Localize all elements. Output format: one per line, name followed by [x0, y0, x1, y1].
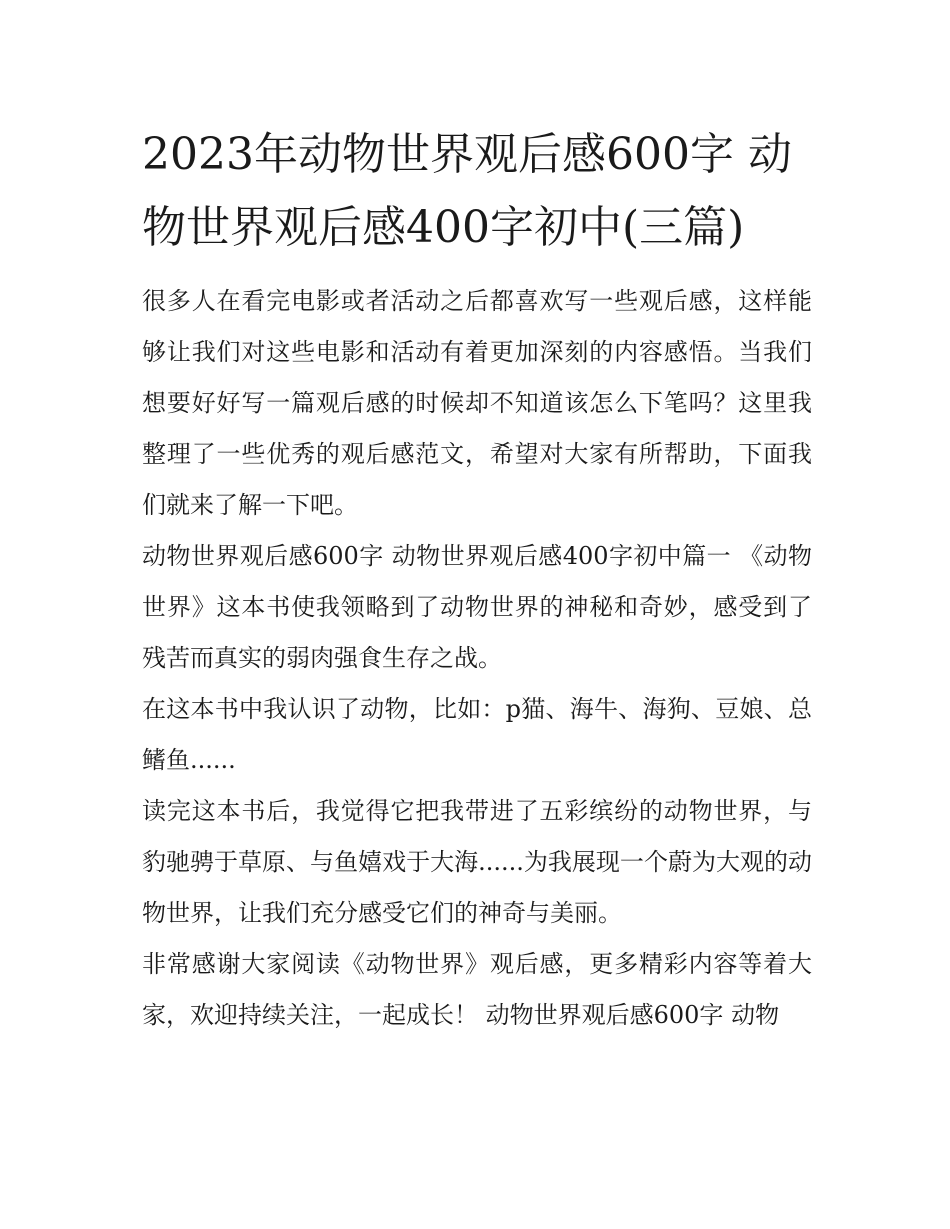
- body-paragraph: 非常感谢大家阅读《动物世界》观后感，更多精彩内容等着大家，欢迎持续关注，一起成长！ 动物世界观后感600字 动物: [142, 950, 812, 1029]
- document-page: [142, 118, 812, 1041]
- body-paragraph: 在这本书中我认识了动物，比如：p猫、海牛、海狗、豆娘、总鳍鱼......: [142, 695, 812, 774]
- body-paragraph: 读完这本书后，我觉得它把我带进了五彩缤纷的动物世界，与豹驰骋于草原、与鱼嬉戏于大海......为我展现一个蔚为大观的动物世界，让我们充分感受它们的神奇与美丽。: [142, 797, 812, 927]
- document-title: 2023年动物世界观后感600字 动物世界观后感400字初中(三篇): [142, 129, 792, 253]
- body-paragraph: 动物世界观后感600字 动物世界观后感400字初中篇一 《动物世界》这本书使我领略到了动物世界的神秘和奇妙，感受到了残苦而真实的弱肉强食生存之战。: [142, 542, 812, 672]
- intro-paragraph: 很多人在看完电影或者活动之后都喜欢写一些观后感，这样能够让我们对这些电影和活动有着更加深刻的内容感悟。当我们想要好好写一篇观后感的时候却不知道该怎么下笔吗？这里我整理了一些优秀的观后感范文，希望对大家有所帮助，下面我们就来了解一下吧。: [142, 287, 812, 519]
